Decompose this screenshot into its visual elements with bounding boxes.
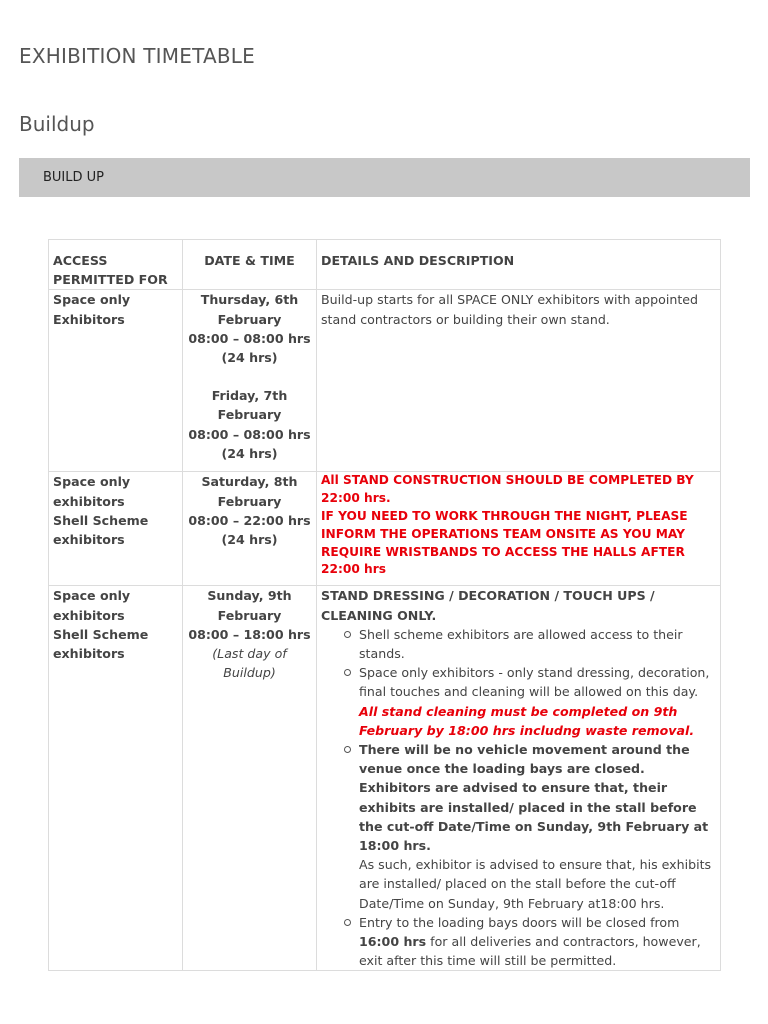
row2-date-day: Saturday, 8th February bbox=[201, 474, 298, 509]
build-up-accordion[interactable] bbox=[19, 158, 750, 197]
section-title: Buildup bbox=[19, 112, 95, 136]
header-details: DETAILS AND DESCRIPTION bbox=[317, 240, 721, 290]
bullet-vehicle-movement: There will be no vehicle movement around the venue once the loading bays are closed. Exhibitors are advised to ensure that, their exhibits are installed/ placed in the stall before the cut-off Date/Time on Sunday, 9th February at 18:00 hrs. bbox=[359, 742, 709, 854]
row2-access-shell: Shell Scheme exhibitors bbox=[53, 512, 149, 548]
table-row bbox=[49, 290, 721, 472]
timetable bbox=[48, 239, 721, 971]
row1-date1-time: 08:00 – 08:00 hrs bbox=[188, 330, 311, 346]
row2-warning-completion: All STAND CONSTRUCTION SHOULD BE COMPLETED BY 22:00 hrs. bbox=[321, 473, 694, 506]
row3-bullet-list bbox=[321, 625, 716, 971]
row1-details-pre: Build-up starts for all bbox=[321, 292, 458, 308]
header-access: ACCESS PERMITTED FOR bbox=[49, 240, 183, 290]
bullet-loading-bays-time: 16:00 hrs bbox=[359, 934, 427, 950]
row1-date1-day: Thursday, 6th February bbox=[200, 292, 299, 327]
row1-details-highlight: SPACE ONLY bbox=[457, 292, 534, 308]
row1-details bbox=[317, 290, 721, 472]
row3-access-shell: Shell Scheme exhibitors bbox=[53, 626, 149, 662]
list-item bbox=[359, 625, 716, 663]
row3-details bbox=[317, 586, 721, 971]
row2-details bbox=[317, 472, 721, 586]
row2-datetime bbox=[183, 472, 317, 586]
row3-date-note: (Last day of Buildup) bbox=[212, 646, 287, 681]
page-title: EXHIBITION TIMETABLE bbox=[19, 44, 255, 68]
row2-date-time: 08:00 – 22:00 hrs bbox=[188, 512, 311, 528]
list-item bbox=[359, 663, 716, 740]
bullet-space-dressing: Space only exhibitors - only stand dressing, decoration, final touches and cleaning will be allowed on this day. bbox=[359, 665, 710, 700]
row3-access-space: Space only exhibitors bbox=[53, 588, 131, 623]
table-row bbox=[49, 586, 721, 971]
row1-date2-time: 08:00 – 08:00 hrs bbox=[188, 426, 311, 442]
header-datetime: DATE & TIME bbox=[183, 240, 317, 290]
bullet-shell-access: Shell scheme exhibitors are allowed access to their stands. bbox=[359, 626, 683, 662]
row1-date2-duration: (24 hrs) bbox=[221, 445, 278, 461]
bullet-loading-bays-post: for all deliveries and contractors, however, exit after this time will still be permitted. bbox=[359, 934, 701, 969]
row2-date-duration: (24 hrs) bbox=[221, 532, 278, 548]
table-row bbox=[49, 472, 721, 586]
row1-details-post: exhibitors with appointed stand contractors or building their own stand. bbox=[321, 292, 699, 327]
row2-warning-night-work: IF YOU NEED TO WORK THROUGH THE NIGHT, PLEASE INFORM THE OPERATIONS TEAM ONSITE AS YOU MAY REQUIRE WRISTBANDS TO ACCESS THE HALLS AFTER 22:00 hrs bbox=[321, 509, 688, 577]
row1-datetime bbox=[183, 290, 317, 472]
bullet-cleaning-deadline: All stand cleaning must be completed on 9th February by 18:00 hrs includng waste removal. bbox=[359, 703, 695, 738]
row3-datetime bbox=[183, 586, 317, 971]
row3-access bbox=[49, 586, 183, 971]
bullet-exhibitor-advice: As such, exhibitor is advised to ensure that, his exhibits are installed/ placed on the stall before the cut-off Date/Time on Sunday, 9th February at18:00 hrs. bbox=[359, 857, 712, 911]
row1-date2-day: Friday, 7th February bbox=[211, 388, 288, 423]
row3-details-heading: STAND DRESSING / DECORATION / TOUCH UPS / CLEANING ONLY. bbox=[321, 588, 655, 623]
row2-access bbox=[49, 472, 183, 586]
bullet-loading-bays-pre: Entry to the loading bays doors will be closed from bbox=[359, 914, 680, 930]
table-header-row bbox=[49, 240, 721, 290]
list-item bbox=[359, 740, 716, 913]
row2-access-space: Space only exhibitors bbox=[53, 474, 131, 509]
row3-date-time: 08:00 – 18:00 hrs bbox=[188, 626, 311, 642]
list-item bbox=[359, 913, 716, 971]
row3-date-day: Sunday, 9th February bbox=[207, 588, 292, 623]
row1-access: Space only Exhibitors bbox=[49, 290, 183, 472]
accordion-label: BUILD UP bbox=[43, 170, 105, 185]
row1-date1-duration: (24 hrs) bbox=[221, 350, 278, 366]
